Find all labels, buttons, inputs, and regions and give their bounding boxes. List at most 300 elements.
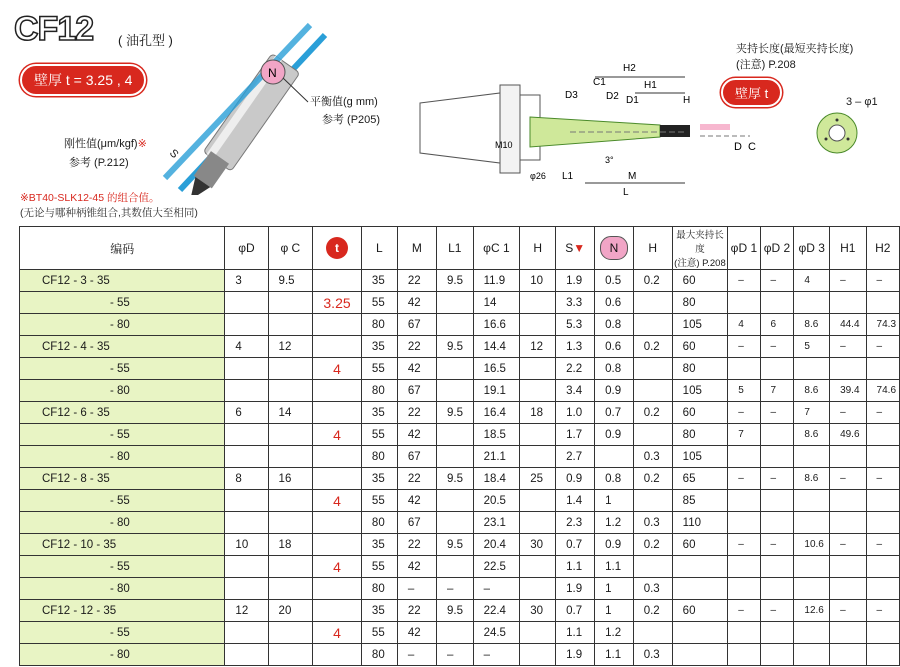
cell-max: 60 (672, 534, 728, 556)
cell-d1: – (728, 534, 760, 556)
cell-h2: 74.3 (866, 314, 899, 336)
cell-max: 80 (672, 358, 728, 380)
cell-c (268, 644, 313, 666)
cell-l: 80 (361, 314, 397, 336)
cell-hv (633, 358, 672, 380)
cell-m: 67 (397, 512, 436, 534)
cell-c1: 18.4 (473, 468, 520, 490)
cell-n (595, 446, 634, 468)
cell-d3: 10.6 (794, 534, 830, 556)
cell-n: 0.6 (595, 292, 634, 314)
cell-d3: 5 (794, 336, 830, 358)
header-h2: H2 (866, 227, 899, 270)
cell-l1 (436, 512, 473, 534)
table-row (20, 270, 900, 292)
cell-max: 105 (672, 380, 728, 402)
cell-m: 22 (397, 336, 436, 358)
cell-t (313, 512, 362, 534)
cell-h (520, 314, 556, 336)
cell-s: 5.3 (556, 314, 595, 336)
cell-h1: – (830, 270, 866, 292)
cell-c1: 22.4 (473, 600, 520, 622)
cell-d2 (760, 358, 794, 380)
cell-c (268, 380, 313, 402)
cell-h2: – (866, 336, 899, 358)
cell-hv (633, 292, 672, 314)
cell-l: 55 (361, 490, 397, 512)
cell-code: - 55 (20, 490, 225, 512)
cell-code: - 80 (20, 512, 225, 534)
cell-n: 0.5 (595, 270, 634, 292)
table-row (20, 424, 900, 446)
cell-h2 (866, 556, 899, 578)
cell-l1 (436, 446, 473, 468)
table-row (20, 578, 900, 600)
cell-l1: 9.5 (436, 600, 473, 622)
header-phi-d3: φD 3 (794, 227, 830, 270)
cell-h2 (866, 424, 899, 446)
cell-n: 1.2 (595, 512, 634, 534)
cell-d1 (728, 578, 760, 600)
cell-c: 14 (268, 402, 313, 424)
cell-d2 (760, 292, 794, 314)
cell-n: 1.2 (595, 622, 634, 644)
wall-thickness-badge-right: 壁厚 t (721, 78, 782, 107)
svg-text:D3: D3 (565, 90, 578, 101)
cell-t (313, 534, 362, 556)
cell-m: 42 (397, 358, 436, 380)
wall-thickness-badge: 壁厚 t = 3.25 , 4 (20, 64, 146, 96)
cell-t (313, 644, 362, 666)
cell-d2: – (760, 336, 794, 358)
cell-d1: 5 (728, 380, 760, 402)
cell-n: 0.8 (595, 468, 634, 490)
cell-l1: 9.5 (436, 270, 473, 292)
cell-d3: 8.6 (794, 424, 830, 446)
cell-m: 42 (397, 292, 436, 314)
s-marker-label: S (166, 147, 181, 161)
table-row (20, 336, 900, 358)
cell-h1: – (830, 468, 866, 490)
cell-d1 (728, 644, 760, 666)
cell-l1 (436, 358, 473, 380)
cell-max: 60 (672, 402, 728, 424)
cell-c (268, 424, 313, 446)
product-illustration (160, 20, 330, 195)
cell-d2: – (760, 468, 794, 490)
cell-n: 1.1 (595, 556, 634, 578)
cell-h2: – (866, 402, 899, 424)
cell-s: 0.7 (556, 534, 595, 556)
cell-code: - 55 (20, 358, 225, 380)
table-row (20, 644, 900, 666)
cell-n: 1 (595, 600, 634, 622)
cell-d3 (794, 358, 830, 380)
cell-h1 (830, 358, 866, 380)
cell-h1: – (830, 534, 866, 556)
cell-l1 (436, 314, 473, 336)
cell-code: - 80 (20, 578, 225, 600)
cell-h2: – (866, 468, 899, 490)
cell-code: - 55 (20, 556, 225, 578)
cell-h2: 74.6 (866, 380, 899, 402)
cell-l1: – (436, 578, 473, 600)
cell-hv: 0.3 (633, 578, 672, 600)
cell-d3 (794, 490, 830, 512)
cell-n: 0.8 (595, 358, 634, 380)
cell-h1 (830, 556, 866, 578)
cell-c1: 20.5 (473, 490, 520, 512)
cell-t (313, 402, 362, 424)
table-row (20, 512, 900, 534)
cell-d1 (728, 358, 760, 380)
cell-m: 42 (397, 556, 436, 578)
cell-c1: 14.4 (473, 336, 520, 358)
cell-c (268, 490, 313, 512)
cell-code: CF12 - 3 - 35 (20, 270, 225, 292)
cell-code: - 55 (20, 424, 225, 446)
cell-d1: 4 (728, 314, 760, 336)
cell-hv: 0.2 (633, 270, 672, 292)
cell-n: 0.9 (595, 534, 634, 556)
cell-h1: – (830, 600, 866, 622)
cell-h1 (830, 622, 866, 644)
cell-t: 4 (313, 424, 362, 446)
rigidity-ref: 参考 (P.212) (69, 157, 129, 169)
cell-n: 0.8 (595, 314, 634, 336)
cell-d: 4 (225, 336, 268, 358)
cell-h1: 49.6 (830, 424, 866, 446)
table-row (20, 446, 900, 468)
cell-l: 80 (361, 644, 397, 666)
header-l: L (361, 227, 397, 270)
cell-m: 67 (397, 314, 436, 336)
cell-d2: – (760, 402, 794, 424)
cell-d2 (760, 578, 794, 600)
cell-d3: 4 (794, 270, 830, 292)
cell-t (313, 468, 362, 490)
cell-l: 35 (361, 468, 397, 490)
cell-h2 (866, 358, 899, 380)
cell-h2 (866, 292, 899, 314)
cell-h (520, 424, 556, 446)
cell-c1: – (473, 578, 520, 600)
cell-n: 0.9 (595, 424, 634, 446)
cell-d3: 7 (794, 402, 830, 424)
pink-detail (700, 112, 760, 157)
cell-d (225, 622, 268, 644)
cell-t: 4 (313, 622, 362, 644)
cell-c1: 14 (473, 292, 520, 314)
cell-h2 (866, 578, 899, 600)
svg-text:H1: H1 (644, 80, 657, 91)
svg-text:H2: H2 (623, 63, 636, 74)
cell-d3 (794, 292, 830, 314)
cell-d: 10 (225, 534, 268, 556)
cell-h: 12 (520, 336, 556, 358)
table-row (20, 292, 900, 314)
balance-label: 平衡值(g mm) (310, 96, 378, 108)
cell-h1: – (830, 336, 866, 358)
cell-l1 (436, 380, 473, 402)
cell-c1: 16.4 (473, 402, 520, 424)
cell-d (225, 314, 268, 336)
cell-h (520, 578, 556, 600)
svg-text:D2: D2 (606, 91, 619, 102)
cell-max (672, 644, 728, 666)
cell-d: 8 (225, 468, 268, 490)
clamp-length-ref: (注意) P.208 (736, 59, 796, 71)
cell-s: 0.7 (556, 600, 595, 622)
cell-hv (633, 314, 672, 336)
cell-s: 1.9 (556, 270, 595, 292)
cell-m: 67 (397, 446, 436, 468)
cell-c1: 24.5 (473, 622, 520, 644)
cell-h (520, 644, 556, 666)
cell-d (225, 490, 268, 512)
cell-hv: 0.3 (633, 512, 672, 534)
cell-max: 110 (672, 512, 728, 534)
cell-t: 4 (313, 358, 362, 380)
header-t: t (313, 227, 362, 270)
cell-hv (633, 490, 672, 512)
cell-d (225, 380, 268, 402)
cell-h2 (866, 644, 899, 666)
cell-m: – (397, 578, 436, 600)
cell-m: 22 (397, 600, 436, 622)
cell-h1 (830, 292, 866, 314)
cell-c (268, 446, 313, 468)
cell-h: 18 (520, 402, 556, 424)
cell-d1: – (728, 336, 760, 358)
cell-s: 2.3 (556, 512, 595, 534)
table-row (20, 402, 900, 424)
header-s: S▼ (556, 227, 595, 270)
cell-d (225, 578, 268, 600)
cell-c: 9.5 (268, 270, 313, 292)
cell-h2 (866, 490, 899, 512)
cell-h (520, 358, 556, 380)
cell-t: 4 (313, 556, 362, 578)
cell-d1 (728, 490, 760, 512)
cell-d1 (728, 512, 760, 534)
table-row (20, 468, 900, 490)
cell-m: 22 (397, 534, 436, 556)
table-row (20, 556, 900, 578)
cell-l: 35 (361, 534, 397, 556)
svg-text:C1: C1 (593, 77, 606, 88)
cell-l1 (436, 424, 473, 446)
svg-text:M: M (628, 171, 637, 182)
cell-n: 0.7 (595, 402, 634, 424)
cell-c (268, 512, 313, 534)
footnote-1: ※BT40-SLK12-45 的组合值。 (20, 192, 160, 204)
cell-h2: – (866, 600, 899, 622)
cell-max (672, 556, 728, 578)
cell-d2: 6 (760, 314, 794, 336)
cell-l: 55 (361, 622, 397, 644)
cell-h2 (866, 622, 899, 644)
cell-t: 3.25 (313, 292, 362, 314)
cell-d2 (760, 556, 794, 578)
cell-d2 (760, 424, 794, 446)
cell-s: 1.7 (556, 424, 595, 446)
header-phi-d: φD (225, 227, 268, 270)
cell-m: 42 (397, 490, 436, 512)
cell-s: 2.7 (556, 446, 595, 468)
cell-c: 18 (268, 534, 313, 556)
cell-c1: – (473, 644, 520, 666)
clamp-length-label: 夹持长度(最短夹持长度) (736, 43, 854, 55)
cell-l: 55 (361, 556, 397, 578)
type-note: ( 油孔型 ) (118, 33, 173, 48)
cell-l1: 9.5 (436, 402, 473, 424)
cell-h (520, 380, 556, 402)
cell-s: 1.9 (556, 644, 595, 666)
cell-hv (633, 556, 672, 578)
cell-hv: 0.3 (633, 446, 672, 468)
cell-c1: 16.5 (473, 358, 520, 380)
cell-s: 1.3 (556, 336, 595, 358)
cell-d2 (760, 446, 794, 468)
cell-l: 80 (361, 380, 397, 402)
cell-t (313, 446, 362, 468)
cell-d3: 8.6 (794, 468, 830, 490)
cell-l: 55 (361, 424, 397, 446)
cell-d (225, 644, 268, 666)
balance-ref: 参考 (P205) (322, 114, 381, 126)
cell-m: 42 (397, 424, 436, 446)
cell-h2 (866, 446, 899, 468)
cell-l: 35 (361, 402, 397, 424)
header-n: N (595, 227, 634, 270)
cell-c: 16 (268, 468, 313, 490)
cell-c (268, 556, 313, 578)
cell-hv: 0.2 (633, 336, 672, 358)
svg-text:L: L (623, 187, 629, 198)
table-row (20, 490, 900, 512)
cell-h1: 39.4 (830, 380, 866, 402)
header-max-clamp: 最大夹持长度 (注意) P.208 (672, 227, 728, 270)
cell-h: 25 (520, 468, 556, 490)
cell-max: 80 (672, 424, 728, 446)
cell-c: 12 (268, 336, 313, 358)
cell-h1 (830, 644, 866, 666)
cell-n: 0.6 (595, 336, 634, 358)
cell-l1 (436, 622, 473, 644)
cell-code: - 80 (20, 314, 225, 336)
cell-code: - 80 (20, 446, 225, 468)
end-view (812, 108, 862, 158)
cell-c1: 11.9 (473, 270, 520, 292)
cell-l1: – (436, 644, 473, 666)
cell-h: 10 (520, 270, 556, 292)
cell-m: – (397, 644, 436, 666)
cell-s: 1.1 (556, 622, 595, 644)
cell-n: 0.9 (595, 380, 634, 402)
cell-max: 60 (672, 336, 728, 358)
cell-t (313, 380, 362, 402)
table-row (20, 622, 900, 644)
cell-s: 2.2 (556, 358, 595, 380)
svg-text:M10: M10 (495, 140, 513, 150)
cell-d1 (728, 622, 760, 644)
cell-d1 (728, 446, 760, 468)
svg-text:H: H (683, 95, 691, 106)
cell-l: 55 (361, 292, 397, 314)
cell-m: 67 (397, 380, 436, 402)
cell-code: - 55 (20, 292, 225, 314)
cell-max: 60 (672, 600, 728, 622)
cell-max (672, 622, 728, 644)
header-code: 编码 (20, 227, 225, 270)
cell-d1: – (728, 600, 760, 622)
cell-code: CF12 - 8 - 35 (20, 468, 225, 490)
hole-label: 3 – φ1 (846, 96, 878, 108)
header-phi-d2: φD 2 (760, 227, 794, 270)
cell-s: 1.4 (556, 490, 595, 512)
svg-text:3°: 3° (605, 155, 614, 165)
cell-c1: 23.1 (473, 512, 520, 534)
cell-h1 (830, 446, 866, 468)
cell-s: 1.0 (556, 402, 595, 424)
cell-l: 80 (361, 578, 397, 600)
cell-h (520, 292, 556, 314)
cell-hv (633, 380, 672, 402)
cell-code: CF12 - 12 - 35 (20, 600, 225, 622)
cell-l: 55 (361, 358, 397, 380)
cell-d3: 12.6 (794, 600, 830, 622)
cell-t: 4 (313, 490, 362, 512)
cell-max: 65 (672, 468, 728, 490)
cell-l1 (436, 292, 473, 314)
cell-h2: – (866, 270, 899, 292)
cell-hv: 0.3 (633, 644, 672, 666)
cell-d (225, 358, 268, 380)
cell-h (520, 512, 556, 534)
header-l1: L1 (436, 227, 473, 270)
cell-s: 3.3 (556, 292, 595, 314)
cell-l1: 9.5 (436, 336, 473, 358)
cell-d: 6 (225, 402, 268, 424)
cell-s: 0.9 (556, 468, 595, 490)
cell-d1: – (728, 270, 760, 292)
table-row (20, 380, 900, 402)
cell-c (268, 622, 313, 644)
cell-m: 22 (397, 468, 436, 490)
cell-h1: 44.4 (830, 314, 866, 336)
cell-d2 (760, 644, 794, 666)
cell-h (520, 446, 556, 468)
cell-m: 22 (397, 402, 436, 424)
cell-d3: 8.6 (794, 314, 830, 336)
table-row (20, 534, 900, 556)
cell-d1: – (728, 468, 760, 490)
cell-hv (633, 622, 672, 644)
cell-h1: – (830, 402, 866, 424)
svg-text:D: D (734, 141, 742, 153)
cell-l: 80 (361, 512, 397, 534)
cell-d: 12 (225, 600, 268, 622)
cell-n: 1.1 (595, 644, 634, 666)
cell-max: 85 (672, 490, 728, 512)
cell-d2 (760, 622, 794, 644)
cell-code: - 80 (20, 380, 225, 402)
cell-code: - 55 (20, 622, 225, 644)
cell-d3 (794, 556, 830, 578)
cell-l: 35 (361, 600, 397, 622)
cell-max: 105 (672, 314, 728, 336)
